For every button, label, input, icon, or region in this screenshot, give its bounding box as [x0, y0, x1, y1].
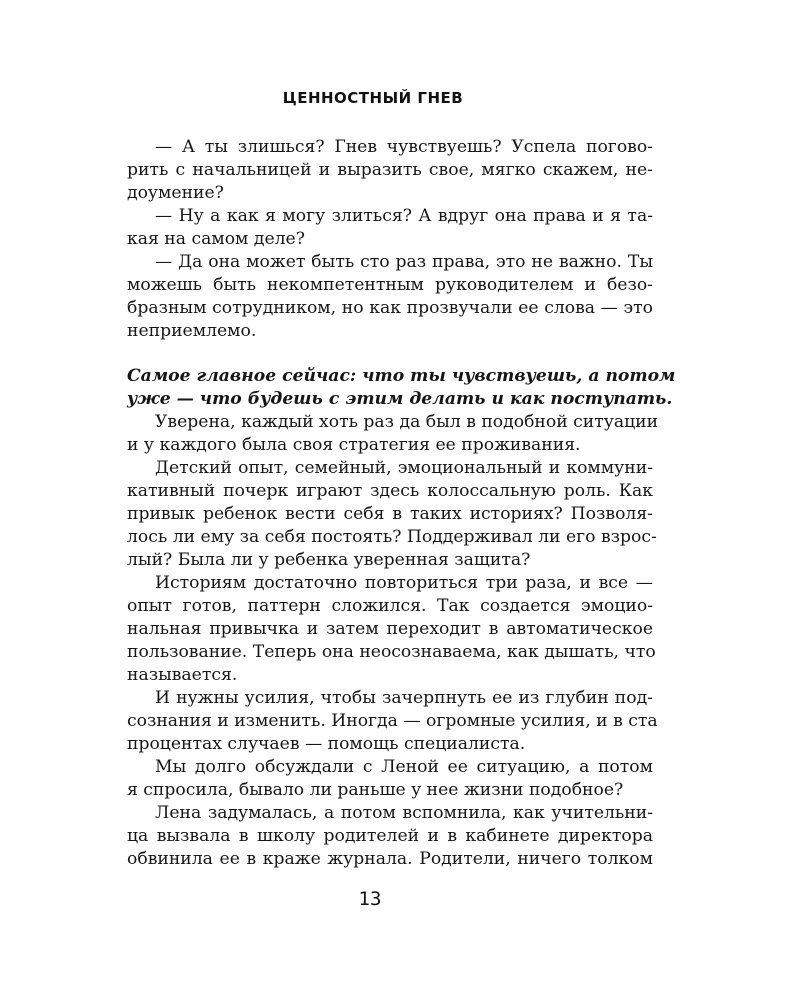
text-line: пользование. Теперь она неосознаваема, как дышать, что	[127, 642, 656, 662]
text-line: нальная привычка и затем переходит в автоматическое	[127, 619, 653, 639]
text-line: кативный почерк играют здесь колоссальную роль. Как	[127, 481, 653, 501]
text-line: можешь быть некомпетентным руководителем и безо-	[127, 275, 653, 295]
text-line: Мы долго обсуждали с Леной ее ситуацию, а потом	[155, 757, 653, 777]
text-line: обвинила ее в краже журнала. Родители, ничего толком	[127, 849, 653, 869]
text-line: Уверена, каждый хоть раз да был в подобной ситуации	[155, 412, 659, 432]
text-line: привык ребенок вести себя в таких историях? Позволя-	[127, 504, 653, 524]
text-line: я спросила, бывало ли раньше у нее жизни подобное?	[127, 780, 624, 800]
text-line: лый? Была ли у ребенка уверенная защита?	[127, 550, 531, 570]
text-line: И нужны усилия, чтобы зачерпнуть ее из глубин под-	[155, 688, 653, 708]
text-line: лось ли ему за себя постоять? Поддерживал ли его взрос-	[127, 527, 657, 547]
text-line: бразным сотрудником, но как прозвучали ее слова — это	[127, 298, 653, 318]
text-line: кая на самом деле?	[127, 229, 305, 249]
paragraph	[127, 687, 658, 756]
text-line: уже — что будешь с этим делать и как поступать.	[127, 389, 673, 409]
page-number: 13	[358, 888, 382, 910]
paragraph	[127, 205, 653, 251]
emphasis-paragraph	[127, 365, 676, 411]
text-line: процентах случаев — помощь специалиста.	[127, 734, 526, 754]
text-line: неприемлемо.	[127, 321, 257, 341]
text-line: доумение?	[127, 183, 224, 203]
text-line: — А ты злишься? Гнев чувствуешь? Успела погово-	[155, 137, 653, 157]
text-line: Самое главное сейчас: что ты чувствуешь, а потом	[127, 366, 676, 386]
text-line: и у каждого была своя стратегия ее проживания.	[127, 435, 581, 455]
paragraph	[127, 136, 653, 205]
paragraph	[127, 457, 657, 572]
text-line: — Да она может быть сто раз права, это не важно. Ты	[155, 252, 653, 272]
text-line: сознания и изменить. Иногда — огромные усилия, и в ста	[127, 711, 658, 731]
text-line: называется.	[127, 665, 238, 685]
text-line: Историям достаточно повториться три раза, и все —	[155, 573, 653, 593]
paragraph	[127, 572, 656, 687]
running-head: ЦЕННОСТНЫЙ ГНЕВ	[282, 89, 464, 107]
paragraph	[127, 802, 653, 871]
paragraph	[127, 411, 659, 457]
text-line: опыт готов, паттерн сложился. Так создается эмоцио-	[127, 596, 653, 616]
paragraph-gap	[127, 343, 653, 365]
text-line: рить с начальницей и выразить свое, мягко скажем, не-	[127, 160, 653, 180]
paragraph	[127, 251, 653, 343]
text-line: Детский опыт, семейный, эмоциональный и коммуни-	[155, 458, 653, 478]
text-line: ца вызвала в школу родителей и в кабинете директора	[127, 826, 653, 846]
text-line: Лена задумалась, а потом вспомнила, как учительни-	[155, 803, 653, 823]
text-line: — Ну а как я могу злиться? А вдруг она права и я та-	[155, 206, 653, 226]
body-text	[127, 136, 676, 871]
paragraph	[127, 756, 653, 802]
